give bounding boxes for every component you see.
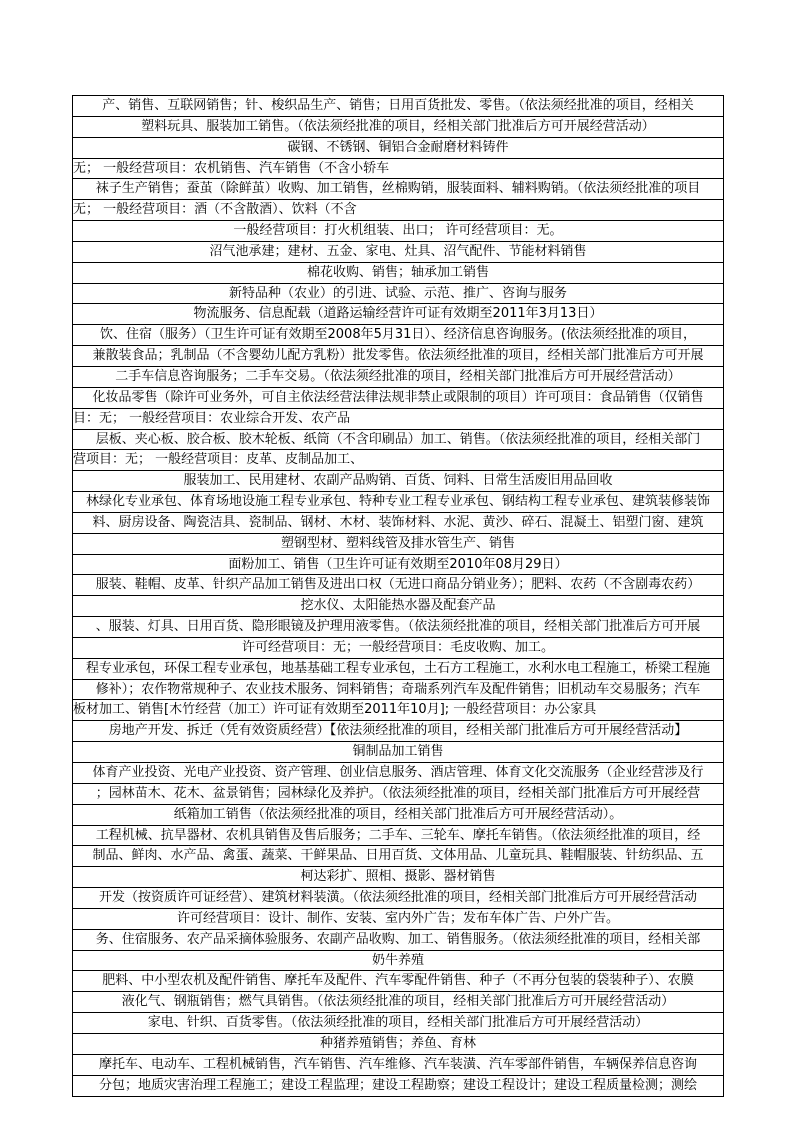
- table-row[interactable]: [73, 721, 723, 742]
- cell-text: 服装、鞋帽、皮革、针织产品加工销售及进出口权（无进口商品分销业务）；肥料、农药（不含剧毒农药）: [95, 577, 701, 593]
- cell-text: 体育产业投资、光电产业投资、资产管理、创业信息服务、酒店管理、体育文化交流服务（企业经营涉及行: [92, 765, 704, 780]
- table-row[interactable]: [73, 450, 723, 471]
- table-row[interactable]: [73, 805, 723, 826]
- table-row[interactable]: [73, 930, 723, 951]
- table-row[interactable]: [73, 992, 723, 1013]
- table-row[interactable]: [73, 534, 723, 555]
- cell-text: 制品、鲜肉、水产品、禽蛋、蔬菜、干鲜果品、日用百货、文体用品、儿童玩具、鞋帽服装、针纺织品、五: [92, 848, 704, 864]
- table-row[interactable]: [73, 388, 723, 409]
- cell-text: 无； 一般经营项目：农机销售、汽车销售（不含小轿车: [73, 160, 390, 176]
- cell-text: ；园林苗木、花木、盆景销售；园林绿化及养护。（依法须经批准的项目，经相关部门批准后方可开展经营: [95, 785, 701, 801]
- table-row[interactable]: [73, 867, 723, 888]
- cell-text: 面粉加工、销售（卫生许可证有效期至2010年08月29日）: [228, 556, 568, 572]
- cell-text: 挖水仪、太阳能热水器及配套产品: [300, 598, 496, 614]
- cell-text: 化妆品零售（除许可业务外，可自主依法经营法律法规非禁止或限制的项目）许可项目：食品销售（仅销售: [92, 389, 704, 405]
- table-row[interactable]: [73, 346, 723, 367]
- cell-text: 分包；地质灾害治理工程施工；建设工程监理；建设工程勘察；建设工程设计；建设工程质量检测；测绘: [98, 1077, 698, 1093]
- cell-text: 家电、针织、百货零售。（依法须经批准的项目，经相关部门批准后方可开展经营活动）: [147, 1015, 649, 1031]
- cell-text: 营项目：无； 一般经营项目：皮革、皮制品加工、: [73, 452, 364, 468]
- cell-text: 沼气池承建；建材、五金、家电、灶具、沼气配件、节能材料销售: [209, 243, 587, 259]
- table-row[interactable]: [73, 263, 723, 284]
- cell-text: 修补）；农作物常规种子、农业技术服务、饲料销售；奇瑞系列汽车及配件销售；旧机动车交易服务；汽车: [95, 681, 701, 697]
- cell-text: 、服装、灯具、日用百货、隐形眼镜及护理用液零售。（依法须经批准的项目，经相关部门批准后方可开展: [95, 619, 701, 635]
- table-row[interactable]: [73, 784, 723, 805]
- table-row[interactable]: [73, 242, 723, 263]
- table-row[interactable]: [73, 700, 723, 721]
- table-row[interactable]: [73, 1055, 723, 1076]
- table-row[interactable]: [73, 367, 723, 388]
- table-row[interactable]: [73, 159, 723, 180]
- table-row[interactable]: [73, 200, 723, 221]
- cell-text: 物流服务、信息配载（道路运输经营许可证有效期至2011年3月13日）: [193, 306, 603, 322]
- table-row[interactable]: [73, 221, 723, 242]
- table-row[interactable]: [73, 638, 723, 659]
- table-row[interactable]: [73, 763, 723, 784]
- cell-text: 新特品种（农业）的引进、试验、示范、推广、咨询与服务: [228, 285, 568, 301]
- table-row[interactable]: [73, 742, 723, 763]
- table-row[interactable]: [73, 1034, 723, 1055]
- table-row[interactable]: [73, 179, 723, 200]
- table-row[interactable]: [73, 409, 723, 430]
- cell-text: 板材加工、销售[木竹经营（加工）许可证有效期至2011年10月]; 一般经营项目：办公家具: [73, 702, 597, 718]
- cell-text: 服装加工、民用建材、农副产品购销、百货、饲料、日常生活废旧用品回收: [183, 473, 613, 489]
- table-row[interactable]: [73, 471, 723, 492]
- table-row[interactable]: [73, 680, 723, 701]
- cell-text: 碳钢、不锈钢、铜铝合金耐磨材料铸件: [287, 139, 509, 155]
- cell-text: 塑钢型材、塑料线管及排水管生产、销售: [280, 535, 516, 551]
- cell-text: 种猪养殖销售；养鱼、育林: [319, 1035, 477, 1051]
- cell-text: 程专业承包，环保工程专业承包，地基基础工程专业承包，土石方工程施工，水利水电工程施工，桥梁工程施: [85, 660, 711, 676]
- cell-text: 肥料、中小型农机及配件销售、摩托车及配件、汽车零配件销售、种子（不再分包装的袋装种子）、农膜: [102, 973, 694, 989]
- table-row[interactable]: [73, 909, 723, 930]
- table-row[interactable]: [73, 96, 723, 117]
- cell-text: 棉花收购、销售；轴承加工销售: [306, 264, 490, 280]
- cell-text: 产、销售、互联网销售；针、梭织品生产、销售；日用百货批发、零售。（依法须经批准的项目，经相关: [102, 98, 694, 113]
- table-row[interactable]: [73, 1013, 723, 1034]
- table-row[interactable]: [73, 284, 723, 305]
- table-row[interactable]: [73, 971, 723, 992]
- table-row[interactable]: [73, 575, 723, 596]
- cell-text: 兼散装食品；乳制品（不含婴幼儿配方乳粉）批发零售。依法须经批准的项目，经相关部门批准后方可开展: [92, 348, 704, 364]
- table-row[interactable]: [73, 117, 723, 138]
- table-row[interactable]: [73, 888, 723, 909]
- table-row[interactable]: [73, 659, 723, 680]
- cell-text: 二手车信息咨询服务；二手车交易。（依法须经批准的项目，经相关部门批准后方可开展经营活动）: [115, 368, 681, 384]
- table-row[interactable]: [73, 617, 723, 638]
- cell-text: 层板、夹心板、胶合板、胶木轮板、纸筒（不含印刷品）加工、销售。（依法须经批准的项目，经相关部门: [95, 431, 701, 447]
- table-row[interactable]: [73, 138, 723, 159]
- table-row[interactable]: [73, 304, 723, 325]
- table-row[interactable]: [73, 430, 723, 451]
- table-row[interactable]: [73, 596, 723, 617]
- cell-text: 塑料玩具、服装加工销售。（依法须经批准的项目，经相关部门批准后方可开展经营活动）: [141, 118, 655, 134]
- cell-text: 许可经营项目：无；一般经营项目：毛皮收购、加工。: [241, 639, 555, 655]
- cell-text: 工程机械、抗旱器材、农机具销售及售后服务；二手车、三轮车、摩托车销售。（依法须经批准的项目，经: [95, 827, 701, 843]
- table-row[interactable]: [73, 846, 723, 867]
- table-row[interactable]: [73, 325, 723, 346]
- table-row[interactable]: [73, 513, 723, 534]
- cell-text: 饮、住宿（服务）（卫生许可证有效期至2008年5月31日）、经济信息咨询服务。(依法须经批准的项目，: [100, 327, 696, 343]
- cell-text: 纸箱加工销售（依法须经批准的项目，经相关部门批准后方可开展经营活动）。: [173, 806, 623, 822]
- cell-text: 一般经营项目：打火机组装、出口； 许可经营项目：无。: [233, 223, 563, 239]
- cell-text: 林绿化专业承包、体育场地设施工程专业承包、特种专业工程专业承包、钢结构工程专业承包、建筑装修装饰: [85, 494, 711, 510]
- table-row[interactable]: [73, 951, 723, 972]
- cell-text: 房地产开发、拆迁（凭有效资质经营）【依法须经批准的项目，经相关部门批准后方可开展经营活动】: [108, 723, 688, 739]
- cell-text: 奶牛养殖: [371, 952, 425, 968]
- cell-text: 目：无； 一般经营项目：农业综合开发、农产品: [73, 410, 351, 426]
- table-row[interactable]: [73, 826, 723, 847]
- cell-text: 袜子生产销售；蚕茧（除鲜茧）收购、加工销售，丝棉购销，服装面料、辅料购销。（依法须经批准的项目: [95, 181, 701, 197]
- cell-text: 许可经营项目：设计、制作、安装、室内外广告；发布车体广告、户外广告。: [176, 910, 620, 926]
- table-row[interactable]: [73, 1076, 723, 1097]
- table-row[interactable]: [73, 492, 723, 513]
- spreadsheet-column: [72, 95, 724, 1097]
- cell-text: 开发（按资质许可证经营）、建筑材料装潢。（依法须经批准的项目，经相关部门批准后方可开展经营活动: [98, 890, 698, 906]
- cell-text: 无； 一般经营项目：酒（不含散酒）、饮料（不含: [73, 202, 357, 218]
- cell-text: 摩托车、电动车、工程机械销售，汽车销售、汽车维修、汽车装潢、汽车零部件销售，车辆保养信息咨询: [98, 1056, 698, 1072]
- cell-text: 柯达彩扩、照相、摄影、器材销售: [300, 869, 496, 885]
- cell-text: 料、厨房设备、陶瓷洁具、瓷制品、钢材、木材、装饰材料、水泥、黄沙、碎石、混凝土、铝塑门窗、建筑: [92, 514, 704, 530]
- table-row[interactable]: [73, 555, 723, 576]
- cell-text: 液化气、钢瓶销售；燃气具销售。（依法须经批准的项目，经相关部门批准后方可开展经营活动）: [121, 994, 675, 1010]
- cell-text: 务、住宿服务、农产品采摘体验服务、农副产品收购、加工、销售服务。（依法须经批准的项目，经相关部: [95, 931, 701, 947]
- cell-text: 铜制品加工销售: [352, 744, 444, 760]
